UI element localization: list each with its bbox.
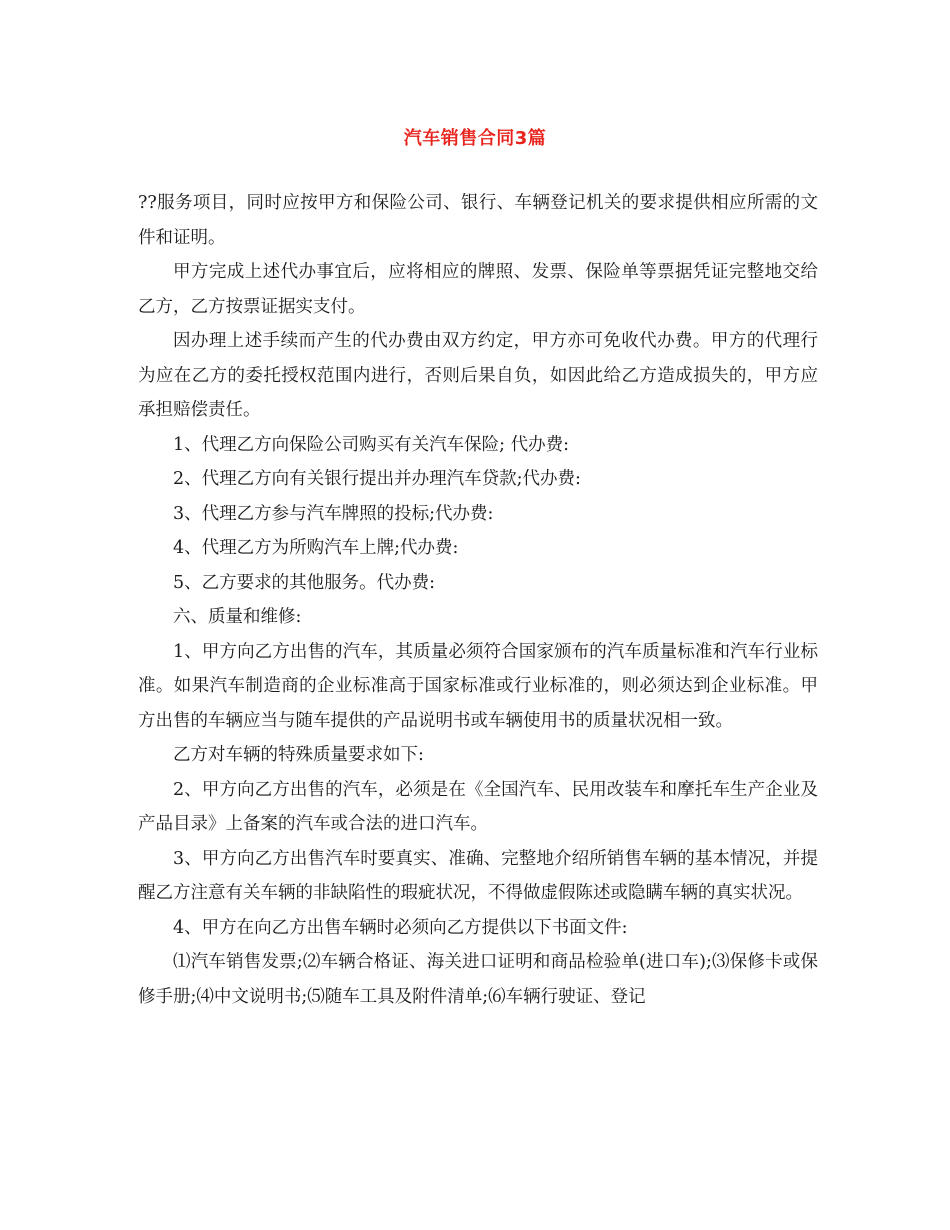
list-item: 5、乙方要求的其他服务。代办费: [173, 572, 436, 593]
document-title: 汽车销售合同3篇 [403, 128, 547, 149]
list-item: 1、代理乙方向保险公司购买有关汽车保险; 代办费: [173, 434, 569, 455]
list-item: 3、代理乙方参与汽车牌照的投标;代办费: [173, 503, 494, 524]
document-body [138, 186, 818, 1014]
section-heading: 六、质量和维修: [173, 607, 302, 627]
paragraph: ??服务项目，同时应按甲方和保险公司、银行、车辆登记机关的要求提供相应所需的文件和证明。 [138, 193, 818, 248]
list-item: 2、代理乙方向有关银行提出并办理汽车贷款;代办费: [173, 469, 581, 489]
paragraph: ⑴汽车销售发票;⑵车辆合格证、海关进口证明和商品检验单(进口车);⑶保修卡或保修手册;⑷中文说明书;⑸随车工具及附件清单;⑹车辆行驶证、登记 [138, 952, 818, 1007]
paragraph: 因办理上述手续而产生的代办费由双方约定，甲方亦可免收代办费。甲方的代理行为应在乙方的委托授权范围内进行，否则后果自负，如因此给乙方造成损失的，甲方应承担赔偿责任。 [138, 331, 818, 420]
paragraph: 2、甲方向乙方出售的汽车，必须是在《全国汽车、民用改装车和摩托车生产企业及产品目录》上备案的汽车或合法的进口汽车。 [138, 779, 818, 834]
list-item: 4、代理乙方为所购汽车上牌;代办费: [173, 538, 459, 558]
paragraph: 甲方完成上述代办事宜后，应将相应的牌照、发票、保险单等票据凭证完整地交给乙方，乙方按票证据实支付。 [138, 262, 818, 317]
paragraph: 1、甲方向乙方出售的汽车，其质量必须符合国家颁布的汽车质量标准和汽车行业标准。如果汽车制造商的企业标准高于国家标准或行业标准的，则必须达到企业标准。甲方出售的车辆应当与随车提供的产品说明书或车辆使用书的质量状况相一致。 [138, 641, 818, 731]
paragraph: 乙方对车辆的特殊质量要求如下: [173, 745, 424, 765]
paragraph: 3、甲方向乙方出售汽车时要真实、准确、完整地介绍所销售车辆的基本情况，并提醒乙方注意有关车辆的非缺陷性的瑕疵状况，不得做虚假陈述或隐瞒车辆的真实状况。 [138, 848, 818, 903]
paragraph: 4、甲方在向乙方出售车辆时必须向乙方提供以下书面文件: [173, 917, 628, 938]
